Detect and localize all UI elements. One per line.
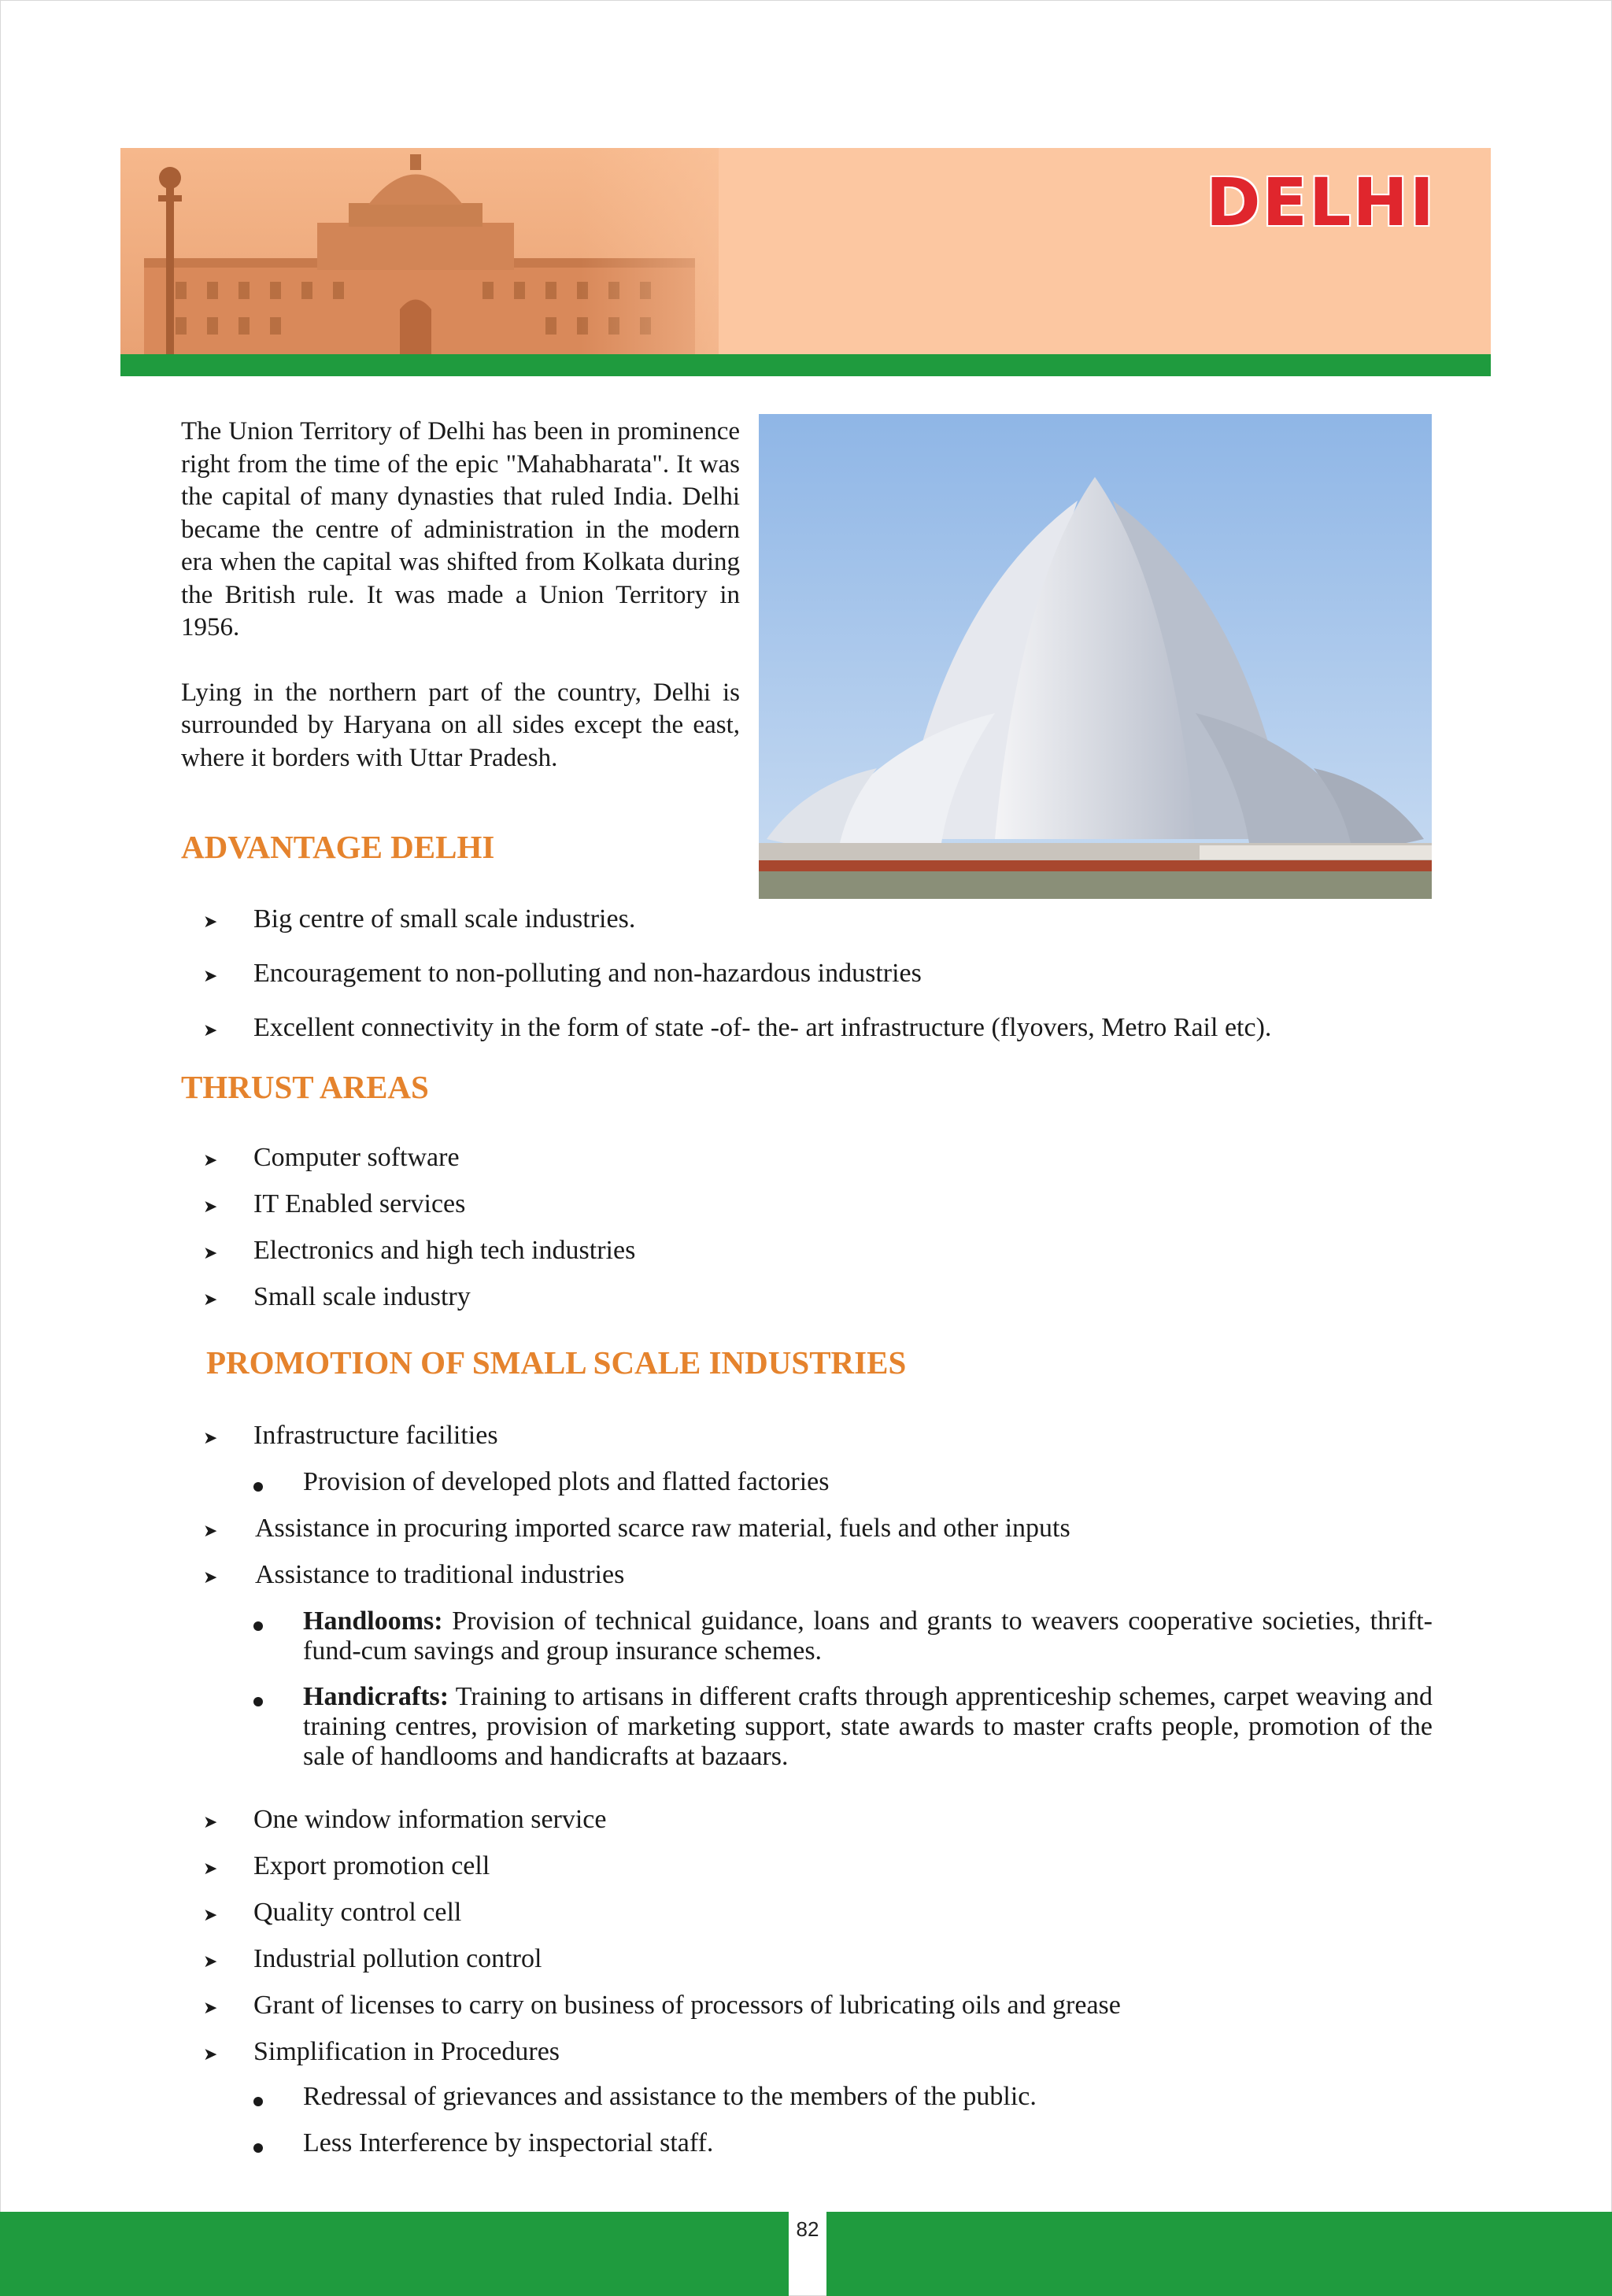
footer-bar-left (0, 2212, 789, 2296)
promotion-quality-cell: Quality control cell (253, 1898, 462, 1927)
page-title: DELHI (1205, 164, 1436, 241)
promotion-assistance-raw: Assistance in procuring imported scarce raw material, fuels and other inputs (255, 1514, 1070, 1543)
arrowhead-bullet-icon: ➤ (203, 1021, 218, 1041)
arrowhead-bullet-icon: ➤ (203, 2045, 218, 2065)
simplification-sub-1: Redressal of grievances and assistance to the members of the public. (303, 2082, 1037, 2111)
advantage-item-1: Big centre of small scale industries. (253, 904, 636, 934)
dot-bullet-icon (253, 1697, 263, 1706)
arrowhead-bullet-icon: ➤ (203, 1813, 218, 1832)
header-banner (120, 148, 1491, 354)
lotus-temple-photo (759, 414, 1432, 899)
page-number: 82 (796, 2217, 819, 2241)
footer-bar-right (826, 2212, 1612, 2296)
dot-bullet-icon (253, 2143, 263, 2153)
handlooms-label: Handlooms: (303, 1606, 443, 1636)
promotion-one-window: One window information service (253, 1805, 607, 1834)
handicrafts-label: Handicrafts: (303, 1682, 449, 1711)
advantage-heading: ADVANTAGE DELHI (181, 829, 495, 865)
dot-bullet-icon (253, 1482, 263, 1492)
promotion-pollution: Industrial pollution control (253, 1944, 542, 1973)
intro-text (181, 416, 740, 807)
handicrafts-item (303, 1682, 1433, 1772)
arrowhead-bullet-icon: ➤ (203, 967, 218, 986)
handlooms-item (303, 1606, 1433, 1666)
promotion-infrastructure: Infrastructure facilities (253, 1421, 498, 1450)
thrust-heading: THRUST AREAS (181, 1069, 429, 1105)
advantage-item-3: Excellent connectivity in the form of state -of- the- art infrastructure (flyovers, Metro Rail etc). (253, 1013, 1272, 1042)
banner-fade (120, 148, 829, 354)
thrust-item-2: IT Enabled services (253, 1189, 466, 1218)
arrowhead-bullet-icon: ➤ (203, 1197, 218, 1217)
arrowhead-bullet-icon: ➤ (203, 1568, 218, 1588)
arrowhead-bullet-icon: ➤ (203, 1244, 218, 1263)
handlooms-text: Provision of technical guidance, loans and grants to weavers cooperative societies, thrift- fund-cum savings and group insurance schemes. (303, 1606, 1433, 1666)
handicrafts-text: Training to artisans in different crafts through apprenticeship schemes, carpet weaving and training centres, provision of marketing support, state awards to master crafts people, promotion of the sale of handlooms and handicrafts at bazaars. (303, 1682, 1433, 1771)
arrowhead-bullet-icon: ➤ (203, 912, 218, 932)
thrust-item-1: Computer software (253, 1143, 460, 1172)
promotion-heading: PROMOTION OF SMALL SCALE INDUSTRIES (206, 1344, 907, 1381)
promotion-assistance-traditional: Assistance to traditional industries (255, 1560, 625, 1589)
promotion-licenses: Grant of licenses to carry on business of processors of lubricating oils and grease (253, 1991, 1121, 2020)
thrust-item-3: Electronics and high tech industries (253, 1236, 636, 1265)
arrowhead-bullet-icon: ➤ (203, 1290, 218, 1310)
promotion-simplification: Simplification in Procedures (253, 2037, 560, 2066)
arrowhead-bullet-icon: ➤ (203, 1429, 218, 1448)
promotion-infrastructure-sub: Provision of developed plots and flatted factories (303, 1467, 830, 1496)
header-green-bar (120, 354, 1491, 376)
intro-paragraph-2: Lying in the northern part of the country, Delhi is surrounded by Haryana on all sides except the east, where it borders with Uttar Pradesh. (181, 678, 740, 772)
simplification-sub-2: Less Interference by inspectorial staff. (303, 2128, 714, 2157)
arrowhead-bullet-icon: ➤ (203, 1521, 218, 1541)
dot-bullet-icon (253, 1621, 263, 1631)
arrowhead-bullet-icon: ➤ (203, 1998, 218, 2018)
promotion-export-cell: Export promotion cell (253, 1851, 490, 1880)
arrowhead-bullet-icon: ➤ (203, 1952, 218, 1972)
intro-paragraph-1: The Union Territory of Delhi has been in prominence right from the time of the epic "Mahabharata". It was the capital of many dynasties that ruled India. Delhi became the centre of administration in the modern era when the capital was shifted from Kolkata during the British rule. It was made a Union Territory in 1956. (181, 417, 740, 641)
arrowhead-bullet-icon: ➤ (203, 1151, 218, 1170)
arrowhead-bullet-icon: ➤ (203, 1859, 218, 1879)
advantage-item-2: Encouragement to non-polluting and non-hazardous industries (253, 959, 922, 988)
thrust-item-4: Small scale industry (253, 1282, 471, 1311)
dot-bullet-icon (253, 2097, 263, 2106)
arrowhead-bullet-icon: ➤ (203, 1906, 218, 1925)
